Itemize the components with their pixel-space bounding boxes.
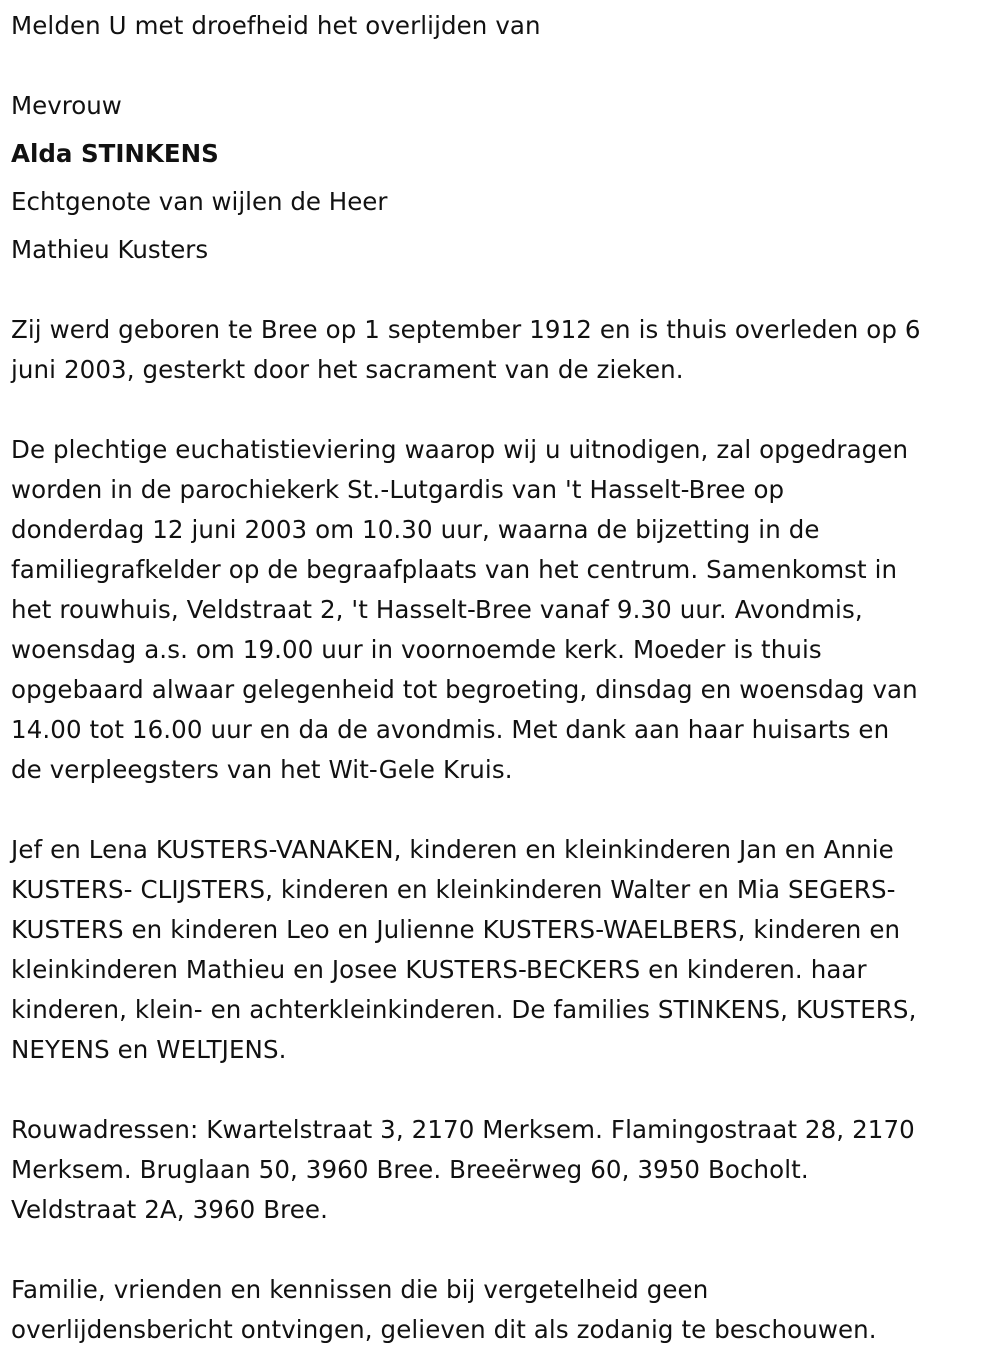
closing-paragraph <box>11 1270 991 1350</box>
paragraph-line: NEYENS en WELTJENS. <box>11 1035 287 1064</box>
relation-line-1: Echtgenote van wijlen de Heer <box>11 187 388 216</box>
paragraph-line: 14.00 tot 16.00 uur en da de avondmis. Met dank aan haar huisarts en <box>11 715 890 744</box>
ceremony-paragraph <box>11 430 991 790</box>
paragraph-line: kinderen, klein- en achterkleinkinderen. De families STINKENS, KUSTERS, <box>11 995 917 1024</box>
addresses-paragraph <box>11 1110 991 1230</box>
paragraph-line: familiegrafkelder op de begraafplaats van het centrum. Samenkomst in <box>11 555 898 584</box>
paragraph-line: KUSTERS en kinderen Leo en Julienne KUSTERS-WAELBERS, kinderen en <box>11 915 901 944</box>
paragraph-line: Merksem. Bruglaan 50, 3960 Bree. Breeërweg 60, 3950 Bocholt. <box>11 1155 809 1184</box>
paragraph-line: woensdag a.s. om 19.00 uur in voornoemde kerk. Moeder is thuis <box>11 635 822 664</box>
paragraph-line: De plechtige euchatistieviering waarop wij u uitnodigen, zal opgedragen <box>11 435 909 464</box>
paragraph-line: overlijdensbericht ontvingen, gelieven dit als zodanig te beschouwen. <box>11 1315 877 1344</box>
paragraph-line: KUSTERS- CLIJSTERS, kinderen en kleinkinderen Walter en Mia SEGERS- <box>11 875 896 904</box>
paragraph-line: Jef en Lena KUSTERS-VANAKEN, kinderen en kleinkinderen Jan en Annie <box>11 835 894 864</box>
paragraph-line: worden in de parochiekerk St.-Lutgardis van 't Hasselt-Bree op <box>11 475 785 504</box>
paragraph-line: Veldstraat 2A, 3960 Bree. <box>11 1195 328 1224</box>
relation-line-2: Mathieu Kusters <box>11 235 209 264</box>
family-paragraph <box>11 830 991 1070</box>
paragraph-line: de verpleegsters van het Wit-Gele Kruis. <box>11 755 513 784</box>
paragraph-line: kleinkinderen Mathieu en Josee KUSTERS-BECKERS en kinderen. haar <box>11 955 867 984</box>
spacer <box>11 46 991 86</box>
deceased-name: Alda STINKENS <box>11 139 219 168</box>
paragraph-line: Zij werd geboren te Bree op 1 september 1912 en is thuis overleden op 6 <box>11 315 921 344</box>
paragraph-line: het rouwhuis, Veldstraat 2, 't Hasselt-Bree vanaf 9.30 uur. Avondmis, <box>11 595 863 624</box>
birth-death-paragraph <box>11 310 991 390</box>
intro-text: Melden U met droefheid het overlijden van <box>11 11 541 40</box>
paragraph-line: Rouwadressen: Kwartelstraat 3, 2170 Merksem. Flamingostraat 28, 2170 <box>11 1115 915 1144</box>
salutation: Mevrouw <box>11 91 122 120</box>
paragraph-line: Familie, vrienden en kennissen die bij vergetelheid geen <box>11 1275 709 1304</box>
obituary-document <box>11 6 991 1350</box>
paragraph-line: juni 2003, gesterkt door het sacrament van de zieken. <box>11 355 684 384</box>
paragraph-line: donderdag 12 juni 2003 om 10.30 uur, waarna de bijzetting in de <box>11 515 820 544</box>
paragraph-line: opgebaard alwaar gelegenheid tot begroeting, dinsdag en woensdag van <box>11 675 918 704</box>
